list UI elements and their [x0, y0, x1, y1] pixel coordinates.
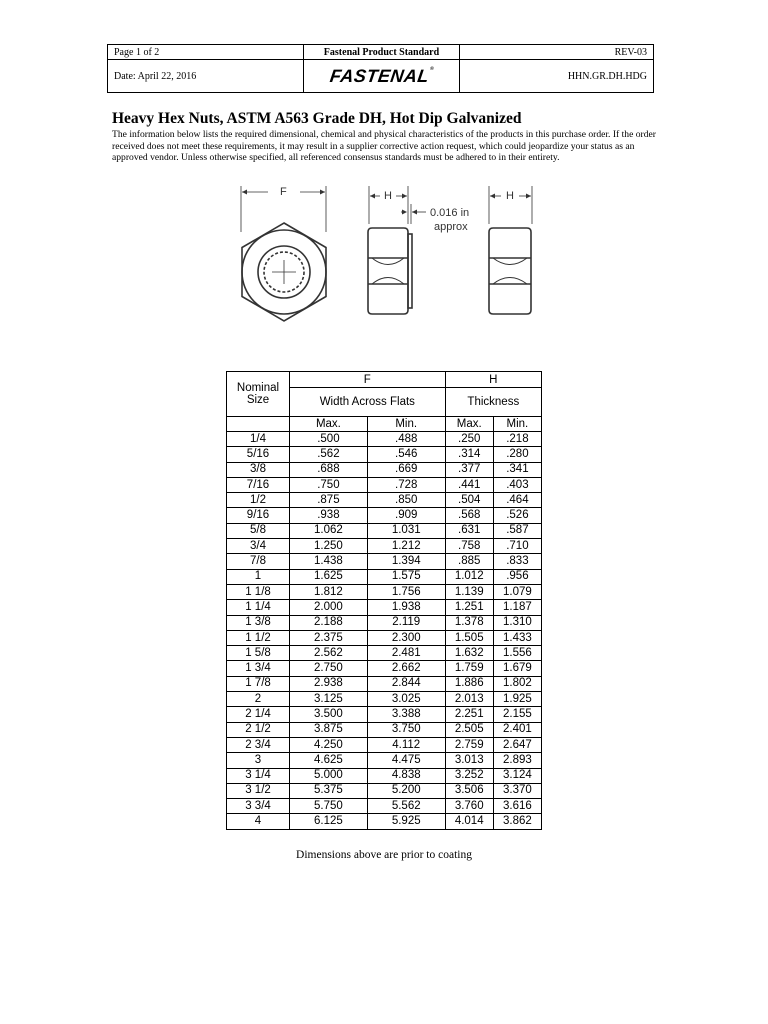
table-row	[227, 539, 542, 554]
part-number: HHN.GR.DH.HDG	[460, 60, 654, 93]
nominal-size-cell: 3/8	[227, 462, 290, 477]
dimension-table	[226, 371, 542, 830]
table-row	[227, 814, 542, 829]
nominal-size-cell: 1 3/4	[227, 661, 290, 676]
table-row	[227, 493, 542, 508]
nominal-size-cell: 2 1/2	[227, 722, 290, 737]
h-min-cell: 1.802	[493, 676, 541, 691]
f-min-cell: 2.119	[367, 615, 445, 630]
logo-text: FASTENAL	[328, 65, 431, 86]
h-max-cell: .377	[445, 462, 493, 477]
f-min-cell: 4.475	[367, 753, 445, 768]
h-max-cell: 1.759	[445, 661, 493, 676]
f-max-cell: 6.125	[290, 814, 368, 829]
table-row	[227, 646, 542, 661]
standard-name: Fastenal Product Standard	[304, 45, 460, 60]
table-row	[227, 722, 542, 737]
nominal-size-cell: 4	[227, 814, 290, 829]
h-min-cell: .218	[493, 432, 541, 447]
h-min-cell: 3.616	[493, 799, 541, 814]
nut-front-view	[241, 186, 326, 321]
nominal-size-cell: 7/16	[227, 477, 290, 492]
f-max-cell: 1.812	[290, 584, 368, 599]
nut-side-view-plain	[489, 186, 532, 314]
document-date: Date: April 22, 2016	[108, 60, 304, 93]
nominal-size-cell: 1	[227, 569, 290, 584]
f-max-cell: 2.938	[290, 676, 368, 691]
table-row	[227, 584, 542, 599]
table-row	[227, 600, 542, 615]
h-min-cell: 3.862	[493, 814, 541, 829]
h-max-cell: .250	[445, 432, 493, 447]
h-min-cell: .956	[493, 569, 541, 584]
f-max-cell: 5.375	[290, 783, 368, 798]
h-min-cell: 1.187	[493, 600, 541, 615]
f-min-cell: 2.300	[367, 630, 445, 645]
nominal-size-cell: 2 1/4	[227, 707, 290, 722]
f-min-cell: 1.938	[367, 600, 445, 615]
table-row	[227, 692, 542, 707]
table-row	[227, 615, 542, 630]
h-max-cell: 1.505	[445, 630, 493, 645]
h-max-header: Max.	[445, 417, 493, 432]
h-max-cell: 3.252	[445, 768, 493, 783]
registered-mark: ®	[429, 65, 435, 72]
washer-note-line1: 0.016 in	[430, 207, 470, 219]
logo-wordmark	[328, 66, 434, 87]
h-max-cell: 1.251	[445, 600, 493, 615]
f-min-cell: 1.394	[367, 554, 445, 569]
revision-label: REV-03	[460, 45, 654, 60]
h-max-cell: .885	[445, 554, 493, 569]
f-max-cell: 1.250	[290, 539, 368, 554]
nominal-size-cell: 2 3/4	[227, 737, 290, 752]
nominal-size-cell: 3	[227, 753, 290, 768]
f-max-cell: 2.000	[290, 600, 368, 615]
f-min-cell: 2.481	[367, 646, 445, 661]
h-min-header: Min.	[493, 417, 541, 432]
f-min-cell: .909	[367, 508, 445, 523]
f-max-cell: 3.875	[290, 722, 368, 737]
f-min-cell: 5.925	[367, 814, 445, 829]
f-max-cell: 3.500	[290, 707, 368, 722]
nominal-size-cell: 1 1/4	[227, 600, 290, 615]
h-min-cell: 2.647	[493, 737, 541, 752]
f-min-cell: 1.031	[367, 523, 445, 538]
hex-nut-drawing	[220, 178, 540, 338]
h-min-cell: 3.370	[493, 783, 541, 798]
nominal-size-header: Nominal Size	[227, 372, 290, 417]
f-min-cell: 1.575	[367, 569, 445, 584]
f-min-cell: .546	[367, 447, 445, 462]
h-max-cell: 1.139	[445, 584, 493, 599]
h-min-cell: .464	[493, 493, 541, 508]
h-max-cell: .314	[445, 447, 493, 462]
h-min-cell: 1.556	[493, 646, 541, 661]
nominal-size-cell: 1/2	[227, 493, 290, 508]
f-min-cell: 2.662	[367, 661, 445, 676]
h-min-cell: 1.925	[493, 692, 541, 707]
f-min-cell: 3.750	[367, 722, 445, 737]
h-max-cell: 2.251	[445, 707, 493, 722]
label-h: H	[384, 190, 392, 202]
dimension-rows	[227, 432, 542, 830]
f-min-header: Min.	[367, 417, 445, 432]
f-min-cell: 3.388	[367, 707, 445, 722]
h-min-cell: 1.679	[493, 661, 541, 676]
table-row	[227, 783, 542, 798]
h-min-cell: 1.310	[493, 615, 541, 630]
f-max-header: Max.	[290, 417, 368, 432]
thickness-header: Thickness	[445, 388, 541, 417]
nominal-size-cell: 3/4	[227, 539, 290, 554]
h-min-cell: 2.893	[493, 753, 541, 768]
f-min-cell: 5.562	[367, 799, 445, 814]
table-row	[227, 630, 542, 645]
table-row	[227, 707, 542, 722]
h-max-cell: 3.506	[445, 783, 493, 798]
nominal-size-cell: 3 1/4	[227, 768, 290, 783]
f-max-cell: .500	[290, 432, 368, 447]
table-row	[227, 799, 542, 814]
table-row	[227, 523, 542, 538]
document-header	[107, 44, 654, 93]
width-across-flats-header: Width Across Flats	[290, 388, 446, 417]
h-min-cell: 3.124	[493, 768, 541, 783]
nominal-size-cell: 1 7/8	[227, 676, 290, 691]
nominal-size-cell: 3 1/2	[227, 783, 290, 798]
f-min-cell: 1.756	[367, 584, 445, 599]
h-max-cell: .631	[445, 523, 493, 538]
f-max-cell: .875	[290, 493, 368, 508]
f-max-cell: .938	[290, 508, 368, 523]
f-column-header: F	[290, 372, 446, 388]
f-max-cell: 4.625	[290, 753, 368, 768]
nominal-size-cell: 5/8	[227, 523, 290, 538]
f-max-cell: 1.625	[290, 569, 368, 584]
h-min-cell: .526	[493, 508, 541, 523]
f-max-cell: 2.375	[290, 630, 368, 645]
f-min-cell: .669	[367, 462, 445, 477]
h-min-cell: .341	[493, 462, 541, 477]
h-min-cell: .403	[493, 477, 541, 492]
f-max-cell: 5.000	[290, 768, 368, 783]
nominal-size-cell: 5/16	[227, 447, 290, 462]
f-max-cell: 2.750	[290, 661, 368, 676]
f-min-cell: .488	[367, 432, 445, 447]
nut-side-view-washer-face	[368, 186, 426, 314]
h-max-cell: .758	[445, 539, 493, 554]
h-max-cell: 1.886	[445, 676, 493, 691]
f-max-cell: 2.188	[290, 615, 368, 630]
table-row	[227, 768, 542, 783]
f-min-cell: 3.025	[367, 692, 445, 707]
page-title: Heavy Hex Nuts, ASTM A563 Grade DH, Hot Dip Galvanized	[112, 110, 522, 127]
table-row	[227, 432, 542, 447]
h-max-cell: 1.378	[445, 615, 493, 630]
h-max-cell: 3.760	[445, 799, 493, 814]
h-max-cell: 1.632	[445, 646, 493, 661]
nominal-size-cell: 1 5/8	[227, 646, 290, 661]
table-row	[227, 508, 542, 523]
nominal-size-cell: 1/4	[227, 432, 290, 447]
nominal-size-cell: 1 3/8	[227, 615, 290, 630]
h-min-cell: .587	[493, 523, 541, 538]
f-max-cell: 2.562	[290, 646, 368, 661]
f-min-cell: 2.844	[367, 676, 445, 691]
h-min-cell: .280	[493, 447, 541, 462]
f-min-cell: 4.838	[367, 768, 445, 783]
table-row	[227, 661, 542, 676]
h-min-cell: 2.401	[493, 722, 541, 737]
f-max-cell: 4.250	[290, 737, 368, 752]
h-max-cell: 1.012	[445, 569, 493, 584]
fastenal-logo	[304, 60, 460, 93]
nominal-size-cell: 1 1/2	[227, 630, 290, 645]
table-row	[227, 737, 542, 752]
h-max-cell: 2.013	[445, 692, 493, 707]
nominal-size-cell: 9/16	[227, 508, 290, 523]
h-max-cell: .441	[445, 477, 493, 492]
h-max-cell: 4.014	[445, 814, 493, 829]
f-min-cell: 4.112	[367, 737, 445, 752]
coating-note: Dimensions above are prior to coating	[296, 849, 472, 861]
h-column-header: H	[445, 372, 541, 388]
label-h-plain: H	[506, 190, 514, 202]
nominal-size-cell: 2	[227, 692, 290, 707]
h-min-cell: 1.079	[493, 584, 541, 599]
f-max-cell: 1.438	[290, 554, 368, 569]
h-max-cell: 3.013	[445, 753, 493, 768]
h-max-cell: .568	[445, 508, 493, 523]
nominal-size-cell: 3 3/4	[227, 799, 290, 814]
f-max-cell: 5.750	[290, 799, 368, 814]
f-min-cell: 1.212	[367, 539, 445, 554]
empty-header-cell	[227, 417, 290, 432]
h-max-cell: 2.759	[445, 737, 493, 752]
f-max-cell: 3.125	[290, 692, 368, 707]
washer-note-line2: approx	[434, 221, 468, 233]
h-min-cell: .833	[493, 554, 541, 569]
f-max-cell: .562	[290, 447, 368, 462]
h-min-cell: 2.155	[493, 707, 541, 722]
label-f: F	[280, 186, 287, 198]
f-min-cell: .850	[367, 493, 445, 508]
page-indicator: Page 1 of 2	[108, 45, 304, 60]
h-max-cell: .504	[445, 493, 493, 508]
table-row	[227, 753, 542, 768]
table-row	[227, 554, 542, 569]
h-min-cell: 1.433	[493, 630, 541, 645]
nominal-size-cell: 1 1/8	[227, 584, 290, 599]
table-row	[227, 676, 542, 691]
table-row	[227, 462, 542, 477]
intro-paragraph: The information below lists the required dimensional, chemical and physical characteristics of the products in this purchase order. If the order received does not meet these requirements, it may result in a supplier corrective action request, which could jeopardize your status as an approved vendor. Unless otherwise specified, all referenced consensus standards must be adhered to in their entirety.	[112, 129, 657, 164]
f-min-cell: 5.200	[367, 783, 445, 798]
h-min-cell: .710	[493, 539, 541, 554]
h-max-cell: 2.505	[445, 722, 493, 737]
f-max-cell: .688	[290, 462, 368, 477]
f-max-cell: 1.062	[290, 523, 368, 538]
f-max-cell: .750	[290, 477, 368, 492]
nominal-size-cell: 7/8	[227, 554, 290, 569]
table-row	[227, 569, 542, 584]
table-row	[227, 447, 542, 462]
f-min-cell: .728	[367, 477, 445, 492]
table-row	[227, 477, 542, 492]
